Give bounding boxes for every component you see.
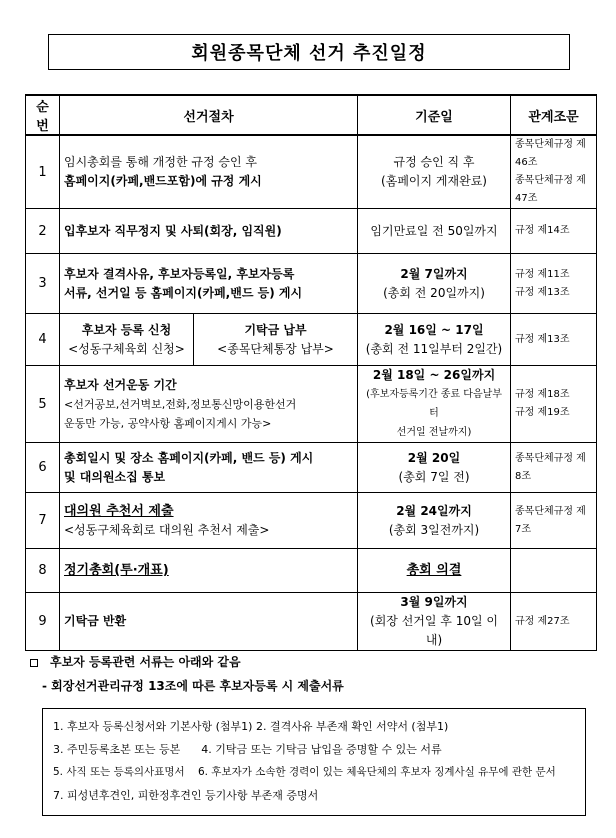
table-row — [26, 254, 597, 314]
rule-cell — [511, 593, 597, 651]
step-line: 정기총회(투·개표) — [64, 563, 169, 578]
row-number: 4 — [26, 314, 60, 366]
rule-line: 종목단체규정 제47조 — [515, 175, 586, 204]
rule-line: 규정 제19조 — [515, 407, 570, 418]
row-number: 8 — [26, 549, 60, 593]
date-line: (후보자등록기간 종료 다음날부터 — [366, 389, 502, 419]
note-heading-text: 후보자 등록관련 서류는 아래와 같음 — [50, 655, 241, 669]
table-row — [26, 549, 597, 593]
table-row — [26, 593, 597, 651]
header-date: 기준일 — [358, 95, 511, 135]
rule-line: 종목단체규정 제8조 — [515, 452, 586, 482]
rule-cell — [511, 493, 597, 549]
date-line: (회장 선거일 후 10일 이내) — [370, 614, 498, 647]
date-line: (총회 전 20일까지) — [383, 285, 485, 300]
step-line: 기탁금 납부 — [244, 322, 307, 337]
table-row — [26, 314, 597, 366]
date-line: 규정 승인 직 후 — [393, 155, 475, 169]
date-line: 총회 의결 — [406, 563, 462, 578]
row-number: 6 — [26, 443, 60, 493]
date-line: 임기만료일 전 50일까지 — [370, 223, 498, 238]
election-schedule-table — [25, 94, 597, 651]
step-cell — [60, 549, 358, 593]
date-cell — [358, 135, 511, 209]
date-line: (총회 3일전까지) — [388, 522, 480, 537]
table-row — [26, 366, 597, 443]
step-line: 운동만 가능, 공약사항 홈페이지게시 가능> — [64, 416, 272, 430]
rule-line: 규정 제18조 — [515, 389, 570, 400]
rule-line: 규정 제14조 — [515, 225, 570, 236]
rule-cell — [511, 549, 597, 593]
date-cell — [358, 366, 511, 443]
header-no: 순번 — [26, 95, 60, 135]
step-line: 및 대의원소집 통보 — [64, 469, 166, 484]
step-cell — [60, 443, 358, 493]
square-bullet-icon — [30, 659, 38, 667]
rule-line: 규정 제11조 — [515, 268, 570, 280]
rule-line: 종목단체규정 제7조 — [515, 505, 586, 535]
date-cell — [358, 549, 511, 593]
row-number: 5 — [26, 366, 60, 443]
step-line: <종목단체통장 납부> — [217, 341, 334, 356]
date-cell — [358, 493, 511, 549]
row-number: 2 — [26, 209, 60, 254]
date-cell — [358, 254, 511, 314]
row-number: 7 — [26, 493, 60, 549]
date-cell — [358, 314, 511, 366]
header-step: 선거절차 — [60, 95, 358, 135]
header-rule: 관계조문 — [511, 95, 597, 135]
note-subheading: - 회장선거관리규정 13조에 따른 후보자등록 시 제출서류 — [42, 679, 344, 693]
document-item: 5. 사직 또는 등록의사표명서 6. 후보자가 소속한 경력이 있는 체육단체의 후보자 징계사실 유무에 관한 문서 — [53, 766, 556, 778]
step-cell-deposit — [194, 314, 358, 366]
document-item: 7. 피성년후견인, 피한정후견인 등기사항 부존재 증명서 — [53, 789, 319, 802]
rule-cell — [511, 366, 597, 443]
step-cell-registration — [60, 314, 194, 366]
date-line: 2월 24일까지 — [396, 503, 472, 518]
rule-cell — [511, 209, 597, 254]
row-number: 9 — [26, 593, 60, 651]
rule-line: 규정 제13조 — [515, 286, 570, 298]
document-item: 1. 후보자 등록신청서와 기본사항 (첨부1) 2. 결격사유 부존재 확인 서약서 (첨부1) — [53, 720, 449, 733]
date-line: 2월 20일 — [407, 450, 461, 465]
step-line: 대의원 추천서 제출 — [64, 503, 174, 519]
table-header-row — [26, 95, 597, 135]
step-line: <선거공보,선거벽보,전화,정보통신망이용한선거 — [64, 397, 297, 411]
date-line: (총회 7일 전) — [398, 469, 470, 484]
step-line: 서류, 선거일 등 홈페이지(카페,밴드 등) 게시 — [64, 285, 303, 300]
rule-cell — [511, 443, 597, 493]
rule-line: 규정 제27조 — [515, 615, 570, 627]
row-number: 1 — [26, 135, 60, 209]
step-line: 임시총회를 통해 개정한 규정 승인 후 — [64, 155, 257, 169]
date-line: 2월 18일 ~ 26일까지 — [372, 368, 496, 382]
step-line: 총회일시 및 장소 홈페이지(카페, 밴드 등) 게시 — [64, 450, 314, 465]
date-line: 3월 9일까지 — [400, 595, 468, 609]
rule-line: 종목단체규정 제46조 — [515, 139, 586, 168]
step-cell — [60, 366, 358, 443]
document-item: 3. 주민등록초본 또는 등본 4. 기탁금 또는 기탁금 납입을 증명할 수 있는 서류 — [53, 743, 442, 756]
step-line: 기탁금 반환 — [64, 614, 127, 628]
required-documents-box — [42, 708, 586, 816]
step-line: 후보자 선거운동 기간 — [64, 377, 177, 392]
page-title: 회원종목단체 선거 추진일정 — [48, 34, 570, 70]
rule-cell — [511, 314, 597, 366]
step-line: 후보자 등록 신청 — [81, 322, 172, 337]
rule-cell — [511, 254, 597, 314]
table-row — [26, 135, 597, 209]
step-line: <성동구체육회로 대의원 추천서 제출> — [64, 522, 270, 537]
step-cell — [60, 254, 358, 314]
step-line: <성동구체육회 신청> — [68, 341, 185, 356]
step-cell — [60, 209, 358, 254]
date-line: (총회 전 11일부터 2일간) — [365, 341, 503, 356]
table-row — [26, 209, 597, 254]
step-cell — [60, 493, 358, 549]
step-line: 입후보자 직무정지 및 사퇴(회장, 임직원) — [64, 223, 282, 238]
step-cell — [60, 135, 358, 209]
date-line: 2월 7일까지 — [400, 266, 468, 281]
table-row — [26, 493, 597, 549]
rule-cell — [511, 135, 597, 209]
table-row — [26, 443, 597, 493]
step-cell — [60, 593, 358, 651]
date-line: (홈페이지 게재완료) — [381, 174, 487, 188]
step-line: 홈페이지(카페,밴드포함)에 규정 게시 — [64, 174, 262, 188]
date-cell — [358, 209, 511, 254]
date-line: 2월 16일 ~ 17일 — [384, 322, 484, 337]
note-heading — [30, 653, 241, 670]
date-cell — [358, 593, 511, 651]
date-line: 선거일 전날까지) — [396, 427, 472, 438]
rule-line: 규정 제13조 — [515, 333, 570, 345]
date-cell — [358, 443, 511, 493]
row-number: 3 — [26, 254, 60, 314]
step-line: 후보자 결격사유, 후보자등록일, 후보자등록 — [64, 266, 295, 281]
